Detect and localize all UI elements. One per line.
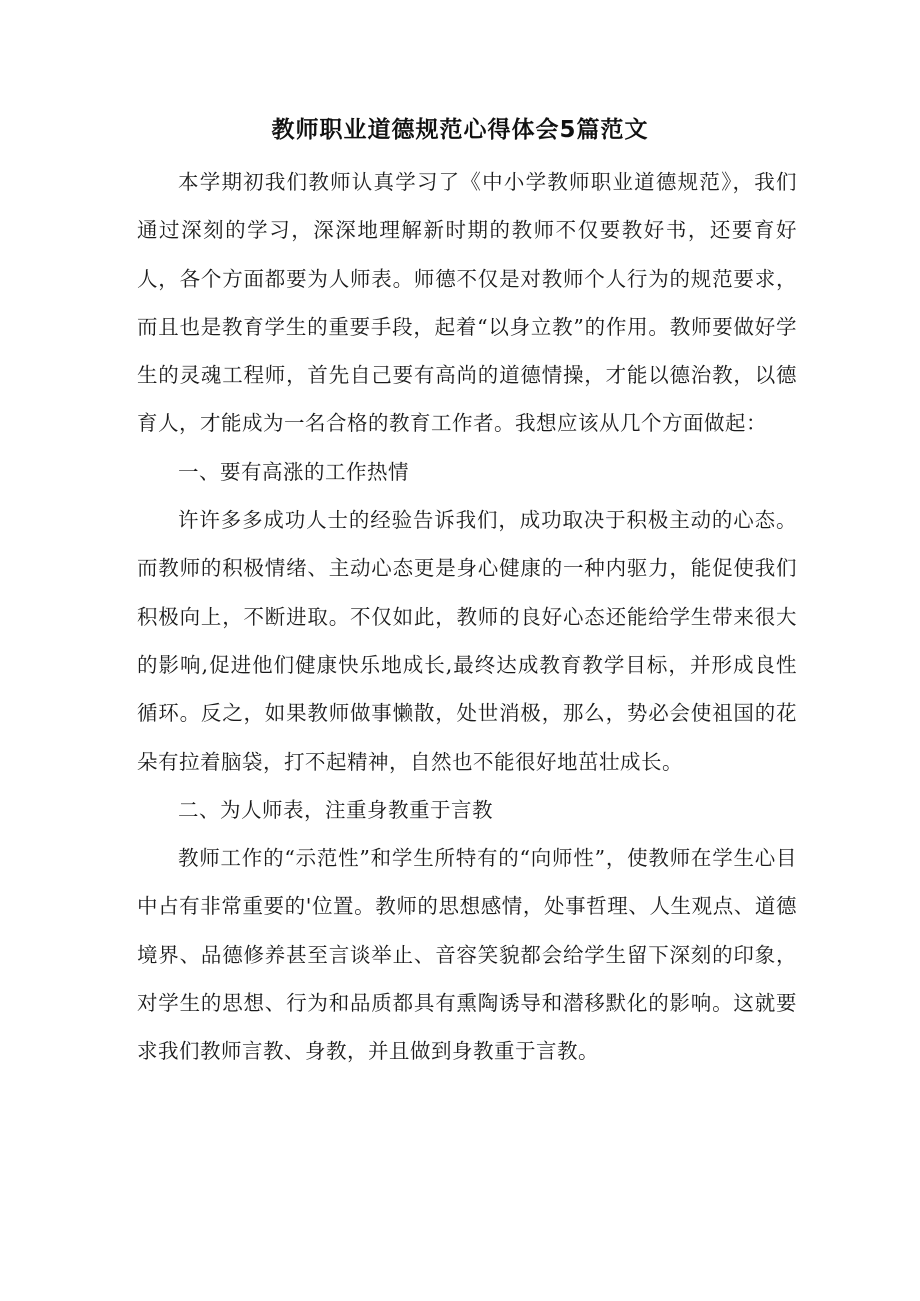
document-title: 教师职业道德规范心得体会5篇范文: [271, 117, 649, 143]
section-heading-2: 二、为人师表，注重身教重于言教: [178, 797, 493, 822]
paragraph-intro: 本学期初我们教师认真学习了《中小学教师职业道德规范》，我们通过深刻的学习，深深地理解新时期的教师不仅要教好书，还要育好人，各个方面都要为人师表。师德不仅是对教师个人行为的规范要求，而且也是教育学生的重要手段，起着“以身立教”的作用。教师要做好学生的灵魂工程师，首先自己要有高尚的道德情操，才能以德治教，以德育人，才能成为一名合格的教育工作者。我想应该从几个方面做起：: [137, 170, 797, 436]
paragraph-section-1: 许许多多成功人士的经验告诉我们，成功取决于积极主动的心态。而教师的积极情绪、主动心态更是身心健康的一种内驱力，能促使我们积极向上，不断进取。不仅如此，教师的良好心态还能给学生带来很大的影响,促进他们健康快乐地成长,最终达成教育教学目标，并形成良性循环。反之，如果教师做事懒散，处世消极，那么，势必会使祖国的花朵有拉着脑袋，打不起精神，自然也不能很好地茁壮成长。: [137, 508, 797, 774]
document-body: [137, 158, 797, 1076]
section-heading-1: 一、要有高涨的工作热情: [178, 459, 409, 484]
paragraph-section-2: 教师工作的“示范性”和学生所特有的“向师性”，使教师在学生心目中占有非常重要的'位置。教师的思想感情，处事哲理、人生观点、道德境界、品德修养甚至言谈举止、音容笑貌都会给学生留下深刻的印象，对学生的思想、行为和品质都具有熏陶诱导和潜移默化的影响。这就要求我们教师言教、身教，并且做到身教重于言教。: [137, 846, 797, 1064]
